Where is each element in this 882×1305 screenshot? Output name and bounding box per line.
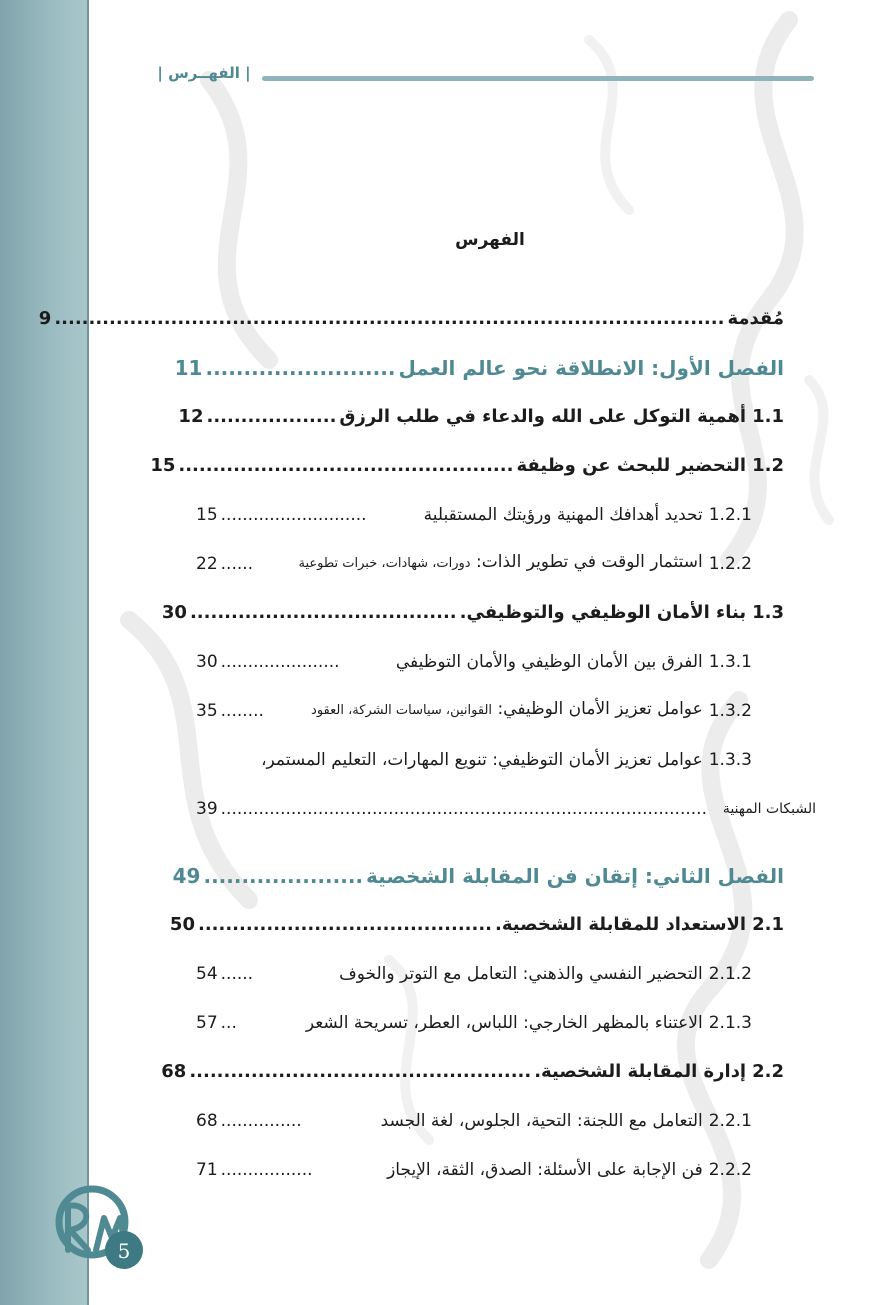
- page-number: 5: [117, 1239, 131, 1263]
- entry-title-line1: عوامل تعزيز الأمان التوظيفي: تنويع المهارات، التعليم المستمر،: [261, 750, 703, 770]
- leader-dots: ...................: [206, 406, 337, 427]
- entry-title: الاستعداد للمقابلة الشخصية.: [495, 914, 747, 935]
- toc-entry[interactable]: [196, 941, 784, 990]
- running-header: | الفهــرس |: [157, 64, 251, 82]
- chapter-title: الفصل الأول: الانطلاقة نحو عالم العمل: [398, 356, 784, 380]
- toc-entry[interactable]: [196, 482, 784, 531]
- toc-entry[interactable]: [169, 892, 784, 941]
- entry-number: 1.2.1: [708, 505, 752, 525]
- toc-entry[interactable]: [178, 384, 784, 433]
- leader-dots: .....................: [203, 864, 364, 888]
- table-of-contents: [38, 286, 816, 1186]
- entry-title-detail: القوانين، سياسات الشركة، العقود: [311, 703, 493, 718]
- toc-entry[interactable]: [196, 531, 784, 580]
- entry-number: 1.1: [752, 406, 784, 427]
- entry-title: فن الإجابة على الأسئلة: الصدق، الثقة، الإيجاز: [387, 1160, 703, 1180]
- chapter-page: 49: [172, 864, 201, 888]
- toc-entry-wrapped-line1[interactable]: [148, 727, 816, 776]
- entry-page: 57: [196, 1013, 218, 1033]
- entry-title: تحديد أهدافك المهنية ورؤيتك المستقبلية: [423, 505, 703, 525]
- leader-dots: .................: [220, 1160, 313, 1180]
- entry-page: 30: [161, 602, 187, 623]
- leader-dots: ......................: [220, 652, 340, 672]
- entry-title: مُقدمة: [727, 308, 784, 329]
- leader-dots: ......: [220, 554, 254, 574]
- leader-dots: ..........................................................................................: [220, 799, 707, 819]
- entry-page: 68: [161, 1061, 187, 1082]
- leader-dots: ......: [220, 964, 254, 984]
- entry-number: 1.3.3: [708, 750, 752, 770]
- entry-page: 35: [196, 701, 218, 721]
- entry-title-detail: دورات، شهادات، خبرات تطوعية: [298, 556, 471, 571]
- chapter-title: الفصل الثاني: إتقان فن المقابلة الشخصية: [366, 864, 784, 888]
- leader-dots: ..................................................: [189, 1061, 532, 1082]
- entry-page: 15: [150, 455, 176, 476]
- entry-title: بناء الأمان الوظيفي والتوظيفي.: [459, 602, 747, 623]
- leader-dots: ...........................................: [197, 914, 493, 935]
- entry-title: الاعتناء بالمظهر الخارجي: اللباس، العطر، تسريحة الشعر: [305, 1013, 703, 1033]
- toc-entry-wrapped-line2[interactable]: [196, 776, 816, 825]
- leader-dots: ..................................................................................................: [54, 308, 725, 329]
- entry-number: 2.2: [752, 1061, 784, 1082]
- entry-number: 1.3.2: [708, 701, 752, 721]
- entry-page: 15: [196, 505, 218, 525]
- entry-title: [299, 546, 703, 580]
- entry-number: 2.1.2: [708, 964, 752, 984]
- entry-number: 1.2: [752, 455, 784, 476]
- header-rule: [262, 76, 814, 81]
- toc-entry[interactable]: [196, 1088, 784, 1137]
- entry-page: 9: [38, 308, 52, 329]
- leader-dots: ...............: [220, 1111, 302, 1131]
- toc-entry-chapter-1[interactable]: [174, 335, 784, 384]
- rm-logo: [46, 1176, 146, 1276]
- entry-title: الفرق بين الأمان الوظيفي والأمان التوظيفي: [395, 652, 703, 672]
- entry-title: التعامل مع اللجنة: التحية، الجلوس، لغة الجسد: [380, 1111, 703, 1131]
- toc-entry-intro[interactable]: [38, 286, 784, 335]
- leader-dots: ...........................: [220, 505, 367, 525]
- leader-dots: .................................................: [178, 455, 514, 476]
- entry-title-main: استثمار الوقت في تطوير الذات:: [476, 552, 703, 572]
- toc-entry[interactable]: [196, 678, 784, 727]
- leader-dots: .......................................: [189, 602, 457, 623]
- entry-number: 2.1.3: [708, 1013, 752, 1033]
- entry-title-line2: الشبكات المهنية: [722, 801, 816, 817]
- toc-entry[interactable]: [196, 629, 784, 678]
- entry-page: 50: [169, 914, 195, 935]
- chapter-page: 11: [174, 356, 203, 380]
- toc-entry[interactable]: [161, 1039, 784, 1088]
- entry-page: 30: [196, 652, 218, 672]
- entry-page: 12: [178, 406, 204, 427]
- entry-title: أهمية التوكل على الله والدعاء في طلب الرزق: [339, 406, 747, 427]
- entry-title: إدارة المقابلة الشخصية.: [534, 1061, 747, 1082]
- entry-title-main: عوامل تعزيز الأمان الوظيفي:: [497, 699, 703, 719]
- entry-page: 68: [196, 1111, 218, 1131]
- leader-dots: ........: [220, 701, 264, 721]
- leader-dots: .........................: [205, 356, 396, 380]
- entry-number: 1.2.2: [708, 554, 752, 574]
- entry-number: 2.1: [752, 914, 784, 935]
- toc-entry[interactable]: [161, 580, 784, 629]
- entry-title: التحضير النفسي والذهني: التعامل مع التوتر والخوف: [339, 964, 703, 984]
- entry-number: 1.3: [752, 602, 784, 623]
- toc-entry[interactable]: [150, 433, 784, 482]
- leader-dots: ...: [220, 1013, 237, 1033]
- entry-page: 22: [196, 554, 218, 574]
- section-gap: [196, 825, 784, 843]
- entry-number: 2.2.1: [708, 1111, 752, 1131]
- entry-page: 71: [196, 1160, 218, 1180]
- toc-entry-chapter-2[interactable]: [172, 843, 784, 892]
- entry-title: التحضير للبحث عن وظيفة: [516, 455, 747, 476]
- entry-page: 39: [196, 799, 218, 819]
- entry-title: [311, 693, 703, 727]
- toc-entry[interactable]: [196, 990, 784, 1039]
- side-band: [0, 0, 87, 1305]
- entry-page: 54: [196, 964, 218, 984]
- entry-number: 2.2.2: [708, 1160, 752, 1180]
- entry-number: 1.3.1: [708, 652, 752, 672]
- toc-entry[interactable]: [196, 1137, 784, 1186]
- toc-heading: الفهرس: [455, 230, 525, 250]
